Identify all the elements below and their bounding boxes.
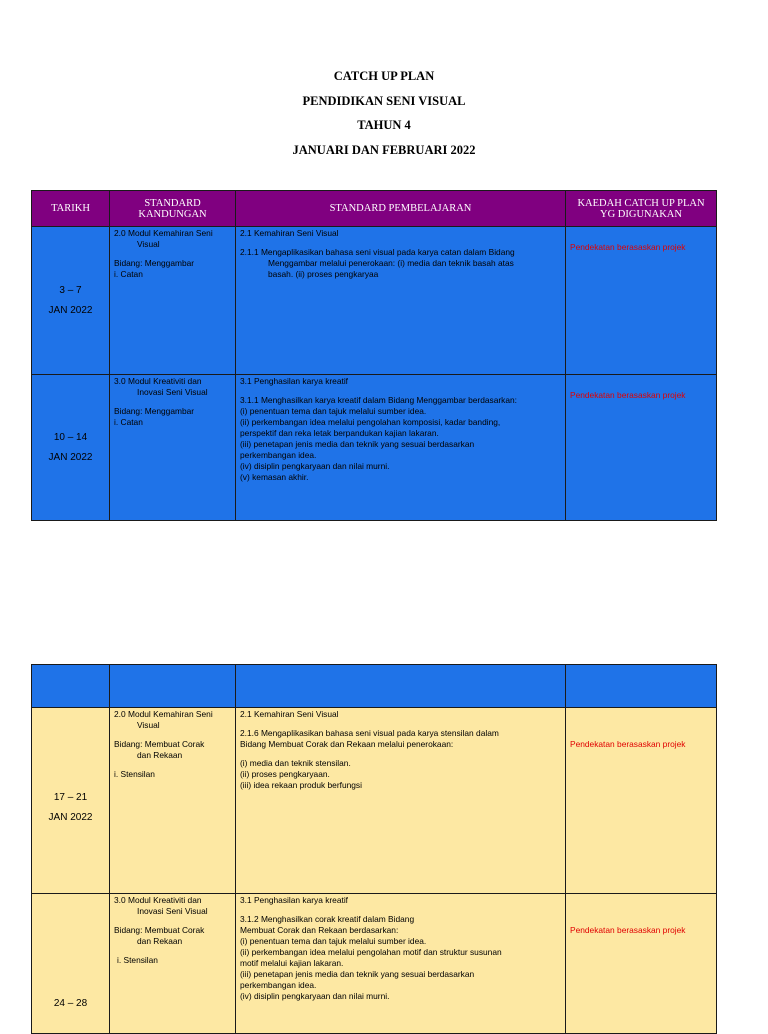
sp-line: (iv) disiplin pengkaryaan dan nilai murni. [240,461,390,471]
sp-heading: 2.1 Kemahiran Seni Visual [240,228,339,238]
doc-year: TAHUN 4 [357,118,411,132]
sk-bidang-cont: dan Rekaan [137,936,183,946]
method-cell [566,708,717,894]
date-cell [32,227,110,375]
blank-cell [236,665,566,708]
sp-heading: 3.1 Penghasilan karya kreatif [240,376,349,386]
blank-cell [566,665,717,708]
sp-standard: 3.1.1 Menghasilkan karya kreatif dalam Bidang Menggambar berdasarkan: [240,395,517,405]
sp-standard-cont: Membuat Corak dan Rekaan berdasarkan: [240,925,399,935]
sk-title: 3.0 Modul Kreativiti dan [114,895,202,905]
method-cell [566,227,717,375]
date-cell [32,708,110,894]
method-cell [566,894,717,1034]
sp-line: (i) media dan teknik stensilan. [240,758,351,768]
sp-standard-cont: Menggambar melalui penerokaan: (i) media dan teknik basah atas [268,258,514,268]
method-text: Pendekatan berasaskan projek [570,390,686,400]
blank-cell [32,665,110,708]
doc-title: CATCH UP PLAN [333,69,435,83]
sp-standard-cont: Bidang Membuat Corak dan Rekaan melalui penerokaan: [240,739,454,749]
table-row [32,227,717,375]
sp-line: perkembangan idea. [240,450,317,460]
table-row [32,894,717,1034]
sp-line: (ii) perkembangan idea melalui pengolahan komposisi, kadar banding, [240,417,501,427]
table-row [32,708,717,894]
sp-line: (iv) disiplin pengkaryaan dan nilai murni. [240,991,390,1001]
sk-item: i. Catan [114,417,143,427]
sp-heading: 2.1 Kemahiran Seni Visual [240,709,339,719]
plan-table-1 [31,190,717,521]
date-range: 17 – 21 [53,792,88,803]
sp-line: (v) kemasan akhir. [240,472,309,482]
sp-standard: 2.1.6 Mengaplikasikan bahasa seni visual pada karya stensilan dalam [240,728,499,738]
sk-bidang: Bidang: Menggambar [114,406,195,416]
blank-header-row [32,665,717,708]
standard-kandungan-cell [110,227,236,375]
header-kaedah: KAEDAH CATCH UP PLAN YG DIGUNAKAN [566,191,717,227]
date-range: 24 – 28 [53,998,88,1009]
header-standard-kandungan: STANDARD KANDUNGAN [110,191,236,227]
header-tarikh: TARIKH [32,191,110,227]
sp-line: (i) penentuan tema dan tajuk melalui sumber idea. [240,936,427,946]
sp-line: (iii) penetapan jenis media dan teknik yang sesuai berdasarkan [240,969,475,979]
standard-kandungan-cell [110,375,236,521]
sk-bidang: Bidang: Menggambar [114,258,195,268]
standard-pembelajaran-cell [236,894,566,1034]
sk-bidang: Bidang: Membuat Corak [114,925,205,935]
doc-subject: PENDIDIKAN SENI VISUAL [302,94,466,108]
table-row [32,375,717,521]
sp-standard-cont: basah. (ii) proses pengkaryaa [268,269,379,279]
sk-title-cont: Visual [137,239,160,249]
standard-kandungan-cell [110,894,236,1034]
sk-bidang: Bidang: Membuat Corak [114,739,205,749]
method-text: Pendekatan berasaskan projek [570,242,686,252]
header-standard-pembelajaran: STANDARD PEMBELAJARAN [236,191,566,227]
sk-title: 2.0 Modul Kemahiran Seni [114,228,213,238]
sp-heading: 3.1 Penghasilan karya kreatif [240,895,349,905]
sp-line: motif melalui kajian lakaran. [240,958,344,968]
header-row [32,191,717,227]
sk-title: 2.0 Modul Kemahiran Seni [114,709,213,719]
standard-kandungan-cell [110,708,236,894]
date-cell [32,894,110,1034]
sp-line: (ii) perkembangan idea melalui pengolahan motif dan struktur susunan [240,947,502,957]
method-cell [566,375,717,521]
date-range: 3 – 7 [59,284,82,296]
sp-line: (ii) proses pengkaryaan. [240,769,330,779]
sk-title-cont: Inovasi Seni Visual [137,906,208,916]
standard-pembelajaran-cell [236,375,566,521]
doc-period: JANUARI DAN FEBRUARI 2022 [292,143,476,157]
sp-line: perspektif dan reka letak berpandukan kajian lakaran. [240,428,439,438]
date-range: 10 – 14 [53,431,88,443]
standard-pembelajaran-cell [236,227,566,375]
sk-item: i. Stensilan [114,769,155,779]
date-month: JAN 2022 [48,812,93,823]
date-month: JAN 2022 [48,304,93,316]
sk-title: 3.0 Modul Kreativiti dan [114,376,202,386]
method-text: Pendekatan berasaskan projek [570,925,686,935]
standard-pembelajaran-cell [236,708,566,894]
sp-line: perkembangan idea. [240,980,317,990]
plan-table-2 [31,664,717,1034]
method-text: Pendekatan berasaskan projek [570,739,686,749]
sk-bidang-cont: dan Rekaan [137,750,183,760]
sp-line: (i) penentuan tema dan tajuk melalui sumber idea. [240,406,427,416]
sp-standard: 2.1.1 Mengaplikasikan bahasa seni visual pada karya catan dalam Bidang [240,247,515,257]
sp-standard: 3.1.2 Menghasilkan corak kreatif dalam Bidang [240,914,415,924]
date-month: JAN 2022 [48,451,93,463]
sk-item: i. Catan [114,269,143,279]
sp-line: (iii) idea rekaan produk berfungsi [240,780,362,790]
blank-cell [110,665,236,708]
sp-line: (iii) penetapan jenis media dan teknik yang sesuai berdasarkan [240,439,475,449]
sk-title-cont: Inovasi Seni Visual [137,387,208,397]
sk-item: i. Stensilan [117,955,158,965]
sk-title-cont: Visual [137,720,160,730]
date-cell [32,375,110,521]
